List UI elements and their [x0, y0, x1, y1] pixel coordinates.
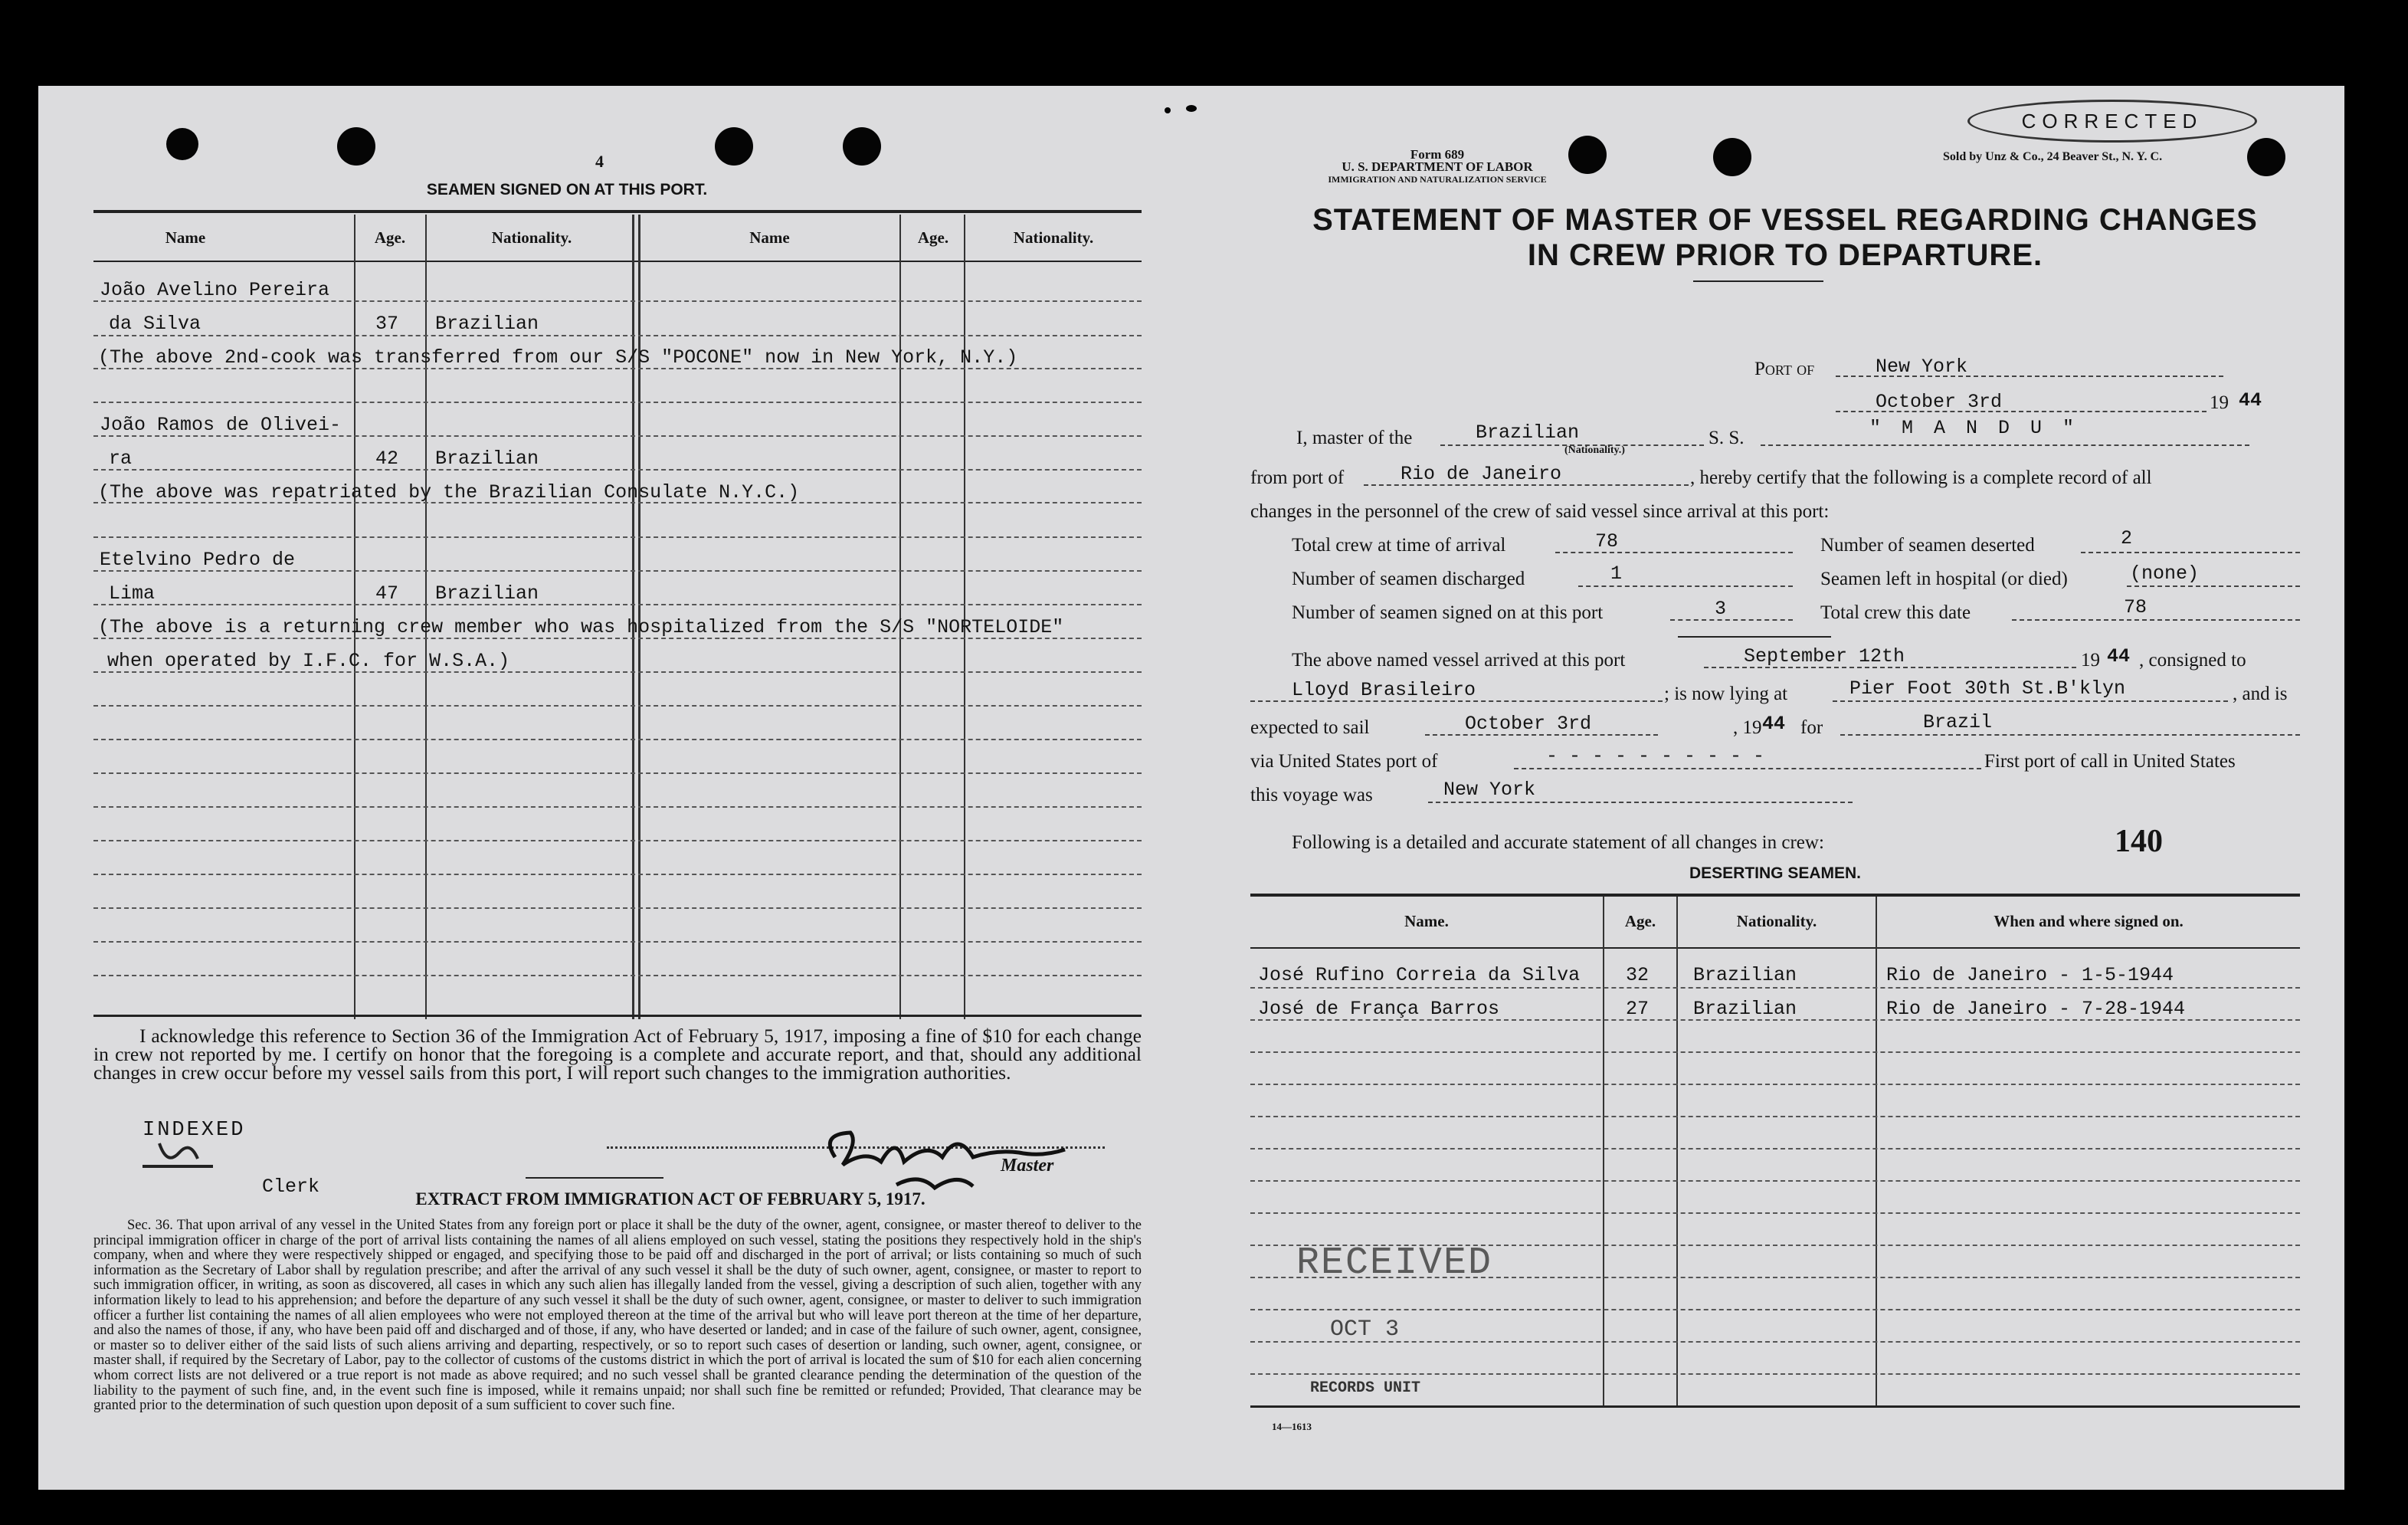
row-line: [93, 806, 1142, 808]
col-divider: [1876, 897, 1877, 1407]
port-of-label: Port of: [1754, 359, 1815, 379]
deserter-age: 27: [1626, 998, 1650, 1020]
col-header-age: Age.: [917, 228, 949, 247]
total-crew-date-label: Total crew this date: [1820, 602, 1971, 623]
year-suffix: 44: [2239, 389, 2262, 412]
col-header-age: Age.: [374, 228, 406, 247]
certify-text: , hereby certify that the following is a complete record of all: [1690, 467, 2152, 488]
punch-hole: [843, 127, 881, 166]
records-unit-stamp: RECORDS UNIT: [1310, 1379, 1421, 1397]
seaman-name-line2: ra: [109, 448, 133, 470]
deserted-value: 2: [2121, 527, 2133, 549]
seaman-remark: (The above 2nd-cook was transferred from our S/S "POCONE" now in New York, N.Y.): [98, 346, 1018, 369]
seaman-name-line2: Lima: [109, 582, 156, 605]
lying-at-value: Pier Foot 30th St.B'klyn: [1849, 677, 2126, 700]
row-line: [93, 335, 1142, 336]
document-sheet: [38, 86, 2344, 1490]
row-line: [1250, 1084, 2300, 1085]
arrived-date-value: September 12th: [1744, 645, 1905, 667]
ss-label: S. S.: [1709, 428, 1745, 448]
row-line: [1250, 1309, 2300, 1310]
rule: [526, 1177, 663, 1179]
row-line: [1250, 1373, 2300, 1375]
form-number: Form 689: [1410, 147, 1465, 162]
port-of-value: New York: [1876, 356, 1968, 378]
col-divider: [1603, 897, 1604, 1407]
table-top-rule: [1250, 894, 2300, 897]
clerk-initials-mark: [136, 1136, 221, 1179]
nationality-value: Brazilian: [1476, 421, 1580, 444]
consignee-value: Lloyd Brasileiro: [1292, 679, 1476, 701]
deserted-label: Number of seamen deserted: [1820, 535, 2035, 556]
vessel-name: " M A N D U ": [1869, 417, 2079, 439]
year-prefix: 19: [2210, 392, 2229, 413]
printer-credit: Sold by Unz & Co., 24 Beaver St., N. Y. C.: [1943, 150, 2163, 163]
expected-sail-date: October 3rd: [1465, 713, 1592, 735]
hospital-value: (none): [2130, 562, 2200, 585]
table-bottom-rule: [93, 1015, 1142, 1017]
row-line: [93, 402, 1142, 403]
row-line: [93, 536, 1142, 538]
col-header-name: Name.: [1404, 912, 1449, 930]
sail-year-suffix: 44: [1762, 713, 1786, 735]
total-crew-date-value: 78: [2124, 596, 2148, 618]
expected-sail-label: expected to sail: [1250, 717, 1370, 738]
row-line: [93, 739, 1142, 740]
header-rule: [93, 261, 1142, 262]
hospital-label: Seamen left in hospital (or died): [1820, 569, 2068, 589]
corrected-stamp: CORRECTED: [1967, 100, 2257, 143]
total-crew-arrival-value: 78: [1595, 530, 1619, 553]
punch-hole: [166, 128, 198, 160]
form-header: [1276, 149, 1598, 185]
seaman-name-line1: Etelvino Pedro de: [100, 549, 296, 571]
col-header-name: Name: [165, 228, 206, 247]
form-title-line2: IN CREW PRIOR TO DEPARTURE.: [1527, 238, 2043, 272]
blank-line: [2081, 552, 2300, 553]
punch-hole: [337, 127, 375, 166]
deserter-signed-on: Rio de Janeiro - 1-5-1944: [1886, 964, 2174, 986]
for-label: for: [1800, 717, 1823, 738]
handwritten-number: 140: [2115, 824, 2163, 859]
seaman-remark: (The above is a returning crew member who was hospitalized from the S/S "NORTELOIDE": [98, 616, 1064, 638]
blank-line: [1840, 734, 2300, 736]
blank-line: [2012, 619, 2300, 621]
blank-line: [1514, 768, 1981, 769]
voyage-label: this voyage was: [1250, 785, 1373, 805]
table-top-rule: [93, 210, 1142, 213]
row-line: [93, 469, 1142, 471]
punch-hole: [715, 127, 753, 166]
received-stamp: RECEIVED: [1296, 1241, 1493, 1285]
following-statement: Following is a detailed and accurate statement of all changes in crew:: [1292, 832, 1824, 853]
master-label: Master: [1001, 1156, 1054, 1176]
indexed-stamp: INDEXED: [143, 1119, 246, 1142]
seaman-remark: (The above was repatriated by the Brazilian Consulate N.Y.C.): [98, 481, 800, 503]
signed-on-value: 3: [1715, 598, 1727, 620]
blank-line: [1761, 444, 2249, 446]
discharged-label: Number of seamen discharged: [1292, 569, 1525, 589]
arrived-label: The above named vessel arrived at this port: [1292, 650, 1626, 671]
deserting-title: DESERTING SEAMEN.: [1689, 864, 1862, 882]
title-rule: [1693, 280, 1823, 282]
blank-line: [1428, 802, 1853, 803]
via-port-value: - - - - - - - - - -: [1546, 745, 1765, 767]
row-line: [93, 705, 1142, 707]
deserter-signed-on: Rio de Janeiro - 7-28-1944: [1886, 998, 2186, 1020]
received-date-stamp: OCT 3: [1330, 1317, 1400, 1343]
and-is-label: , and is: [2233, 684, 2288, 704]
row-line: [93, 941, 1142, 943]
seaman-nationality: Brazilian: [435, 313, 539, 335]
service-label: IMMIGRATION AND NATURALIZATION SERVICE: [1328, 174, 1547, 185]
arrived-year-prefix: 19: [2081, 650, 2100, 671]
seaman-name-line1: João Avelino Pereira: [100, 279, 330, 301]
table-bottom-rule: [1250, 1405, 2300, 1408]
col-header-signed-on: When and where signed on.: [1994, 912, 2184, 930]
clerk-label: Clerk: [262, 1176, 320, 1198]
arrived-year-suffix: 44: [2107, 645, 2131, 667]
row-line: [1250, 1341, 2300, 1343]
department-label: U. S. DEPARTMENT OF LABOR: [1342, 159, 1533, 174]
seaman-age: 42: [375, 448, 399, 470]
from-port-label: from port of: [1250, 467, 1345, 488]
deserter-age: 32: [1626, 964, 1650, 986]
total-crew-arrival-label: Total crew at time of arrival: [1292, 535, 1506, 556]
page-number: 4: [595, 152, 604, 171]
col-header-age: Age.: [1624, 912, 1656, 930]
nationality-caption: (Nationality.): [1564, 444, 1625, 456]
blank-line: [2127, 585, 2300, 587]
header-rule: [1250, 947, 2300, 949]
blank-line: [1555, 552, 1793, 553]
acknowledgement-text: I acknowledge this reference to Section 36 of the Immigration Act of February 5, 1917, imposing a fine of $10 for each change in crew not reported by me. I certify on honor that the foregoing is a complete and accurate report, and that, should any additional changes in crew occur before my vessel sails from this port, I will report such changes to the immigration authorities.: [93, 1025, 1142, 1084]
row-line: [93, 604, 1142, 605]
row-line: [1250, 1180, 2300, 1182]
discharged-value: 1: [1610, 562, 1623, 585]
row-line: [93, 907, 1142, 909]
deserter-nationality: Brazilian: [1693, 964, 1797, 986]
deserter-nationality: Brazilian: [1693, 998, 1797, 1020]
col-header-nationality: Nationality.: [1736, 912, 1817, 930]
seaman-name-line2: da Silva: [109, 313, 201, 335]
consigned-label: , consigned to: [2139, 650, 2246, 671]
row-line: [93, 874, 1142, 875]
from-port-value: Rio de Janeiro: [1401, 463, 1562, 485]
rule: [1678, 636, 1831, 638]
voyage-value: New York: [1443, 779, 1536, 801]
date-value: October 3rd: [1876, 391, 2003, 413]
row-line: [93, 975, 1142, 976]
row-line: [93, 840, 1142, 841]
form-title-line1: STATEMENT OF MASTER OF VESSEL REGARDING CHANGES: [1312, 203, 2258, 237]
seaman-name-line1: João Ramos de Olivei-: [100, 414, 342, 436]
row-line: [1250, 1116, 2300, 1117]
form-code: 14—1613: [1272, 1421, 1312, 1432]
seaman-nationality: Brazilian: [435, 582, 539, 605]
row-line: [93, 772, 1142, 774]
seaman-nationality: Brazilian: [435, 448, 539, 470]
seaman-age: 47: [375, 582, 399, 605]
first-port-label: First port of call in United States: [1984, 751, 2236, 772]
extract-title: EXTRACT FROM IMMIGRATION ACT OF FEBRUARY 5, 1917.: [415, 1189, 926, 1209]
punch-hole: [2247, 138, 2285, 176]
signed-on-label: Number of seamen signed on at this port: [1292, 602, 1604, 623]
form-title: [1249, 202, 2321, 273]
row-line: [1250, 1212, 2300, 1214]
col-header-nationality: Nationality.: [491, 228, 572, 247]
col-header-nationality: Nationality.: [1013, 228, 1094, 247]
row-line: [1250, 1148, 2300, 1149]
col-header-name: Name: [749, 228, 790, 247]
punch-hole: [1713, 138, 1751, 176]
col-divider: [1676, 897, 1678, 1407]
blank-line: [1578, 585, 1793, 587]
blank-line: [1670, 619, 1793, 621]
speck: [1165, 107, 1171, 113]
destination-value: Brazil: [1923, 711, 1993, 733]
via-port-label: via United States port of: [1250, 751, 1438, 772]
section-title: SEAMEN SIGNED ON AT THIS PORT.: [426, 181, 708, 198]
blank-line: [1833, 700, 2228, 702]
row-line: [1250, 987, 2300, 989]
sail-year-prefix: , 19: [1733, 717, 1762, 738]
extract-text: Sec. 36. That upon arrival of any vessel in the United States from any foreign port or place it shall be the duty of the owner, agent, consignee, or master thereof to deliver to the principal immigration officer in charge of the port of arrival lists containing the names of all aliens employed on such vessel, stating the positions they respectively hold in the ship's company, when and where they were respectively shipped or engaged, and specifying those to be paid off and discharged in the port of arrival; or lists containing so much of such information as the Secretary of Labor shall by regulation prescribe; and after the arrival of any such vessel it shall be the duty of such owner, agent, consignee, or master to report to such immigration officer, in writing, as soon as discovered, all cases in which any such alien has illegally landed from the vessel, giving a description of such alien, together with any information likely to lead to his apprehension; and before the departure of any such vessel it shall be the duty of such owner, agent, consignee, or master to deliver to such immigration officer a further list containing the names of all alien employees who were not employed thereon at the time of the arrival but who will leave port thereon at the time of her departure, and also the names of those, if any, who have been paid off and discharged and of those, if any, who have deserted or landed; and in case of the failure of such owner, agent, consignee, or master so to deliver either of the said lists of such aliens arriving and departing, respectively, or so to report such cases of desertion or landing, such owner, agent, consignee, or master shall, if required by the Secretary of Labor, pay to the collector of customs of the customs district in which the port of arrival is located the sum of $10 for each alien concerning whom correct lists are not delivered or a true report is not made as above required; and no such vessel shall be granted clearance pending the determination of the question of the liability to the payment of such fine, and, in the event such fine is imposed, while it remains unpaid; nor shall such fine be remitted or refunded; Provided, That clearance may be granted prior to the determination of such question upon deposit of a sum sufficient to cover such fine.: [93, 1218, 1142, 1414]
deserter-name: José Rufino Correia da Silva: [1258, 964, 1581, 986]
row-line: [1250, 1051, 2300, 1053]
master-of-label: I, master of the: [1296, 428, 1413, 448]
seaman-age: 37: [375, 313, 399, 335]
lying-at-label: ; is now lying at: [1664, 684, 1788, 704]
seaman-remark-cont: when operated by I.F.C. for W.S.A.): [107, 650, 510, 672]
deserter-name: José de França Barros: [1258, 998, 1500, 1020]
certify-text-cont: changes in the personnel of the crew of said vessel since arrival at this port:: [1250, 501, 1830, 522]
speck: [1186, 105, 1197, 112]
